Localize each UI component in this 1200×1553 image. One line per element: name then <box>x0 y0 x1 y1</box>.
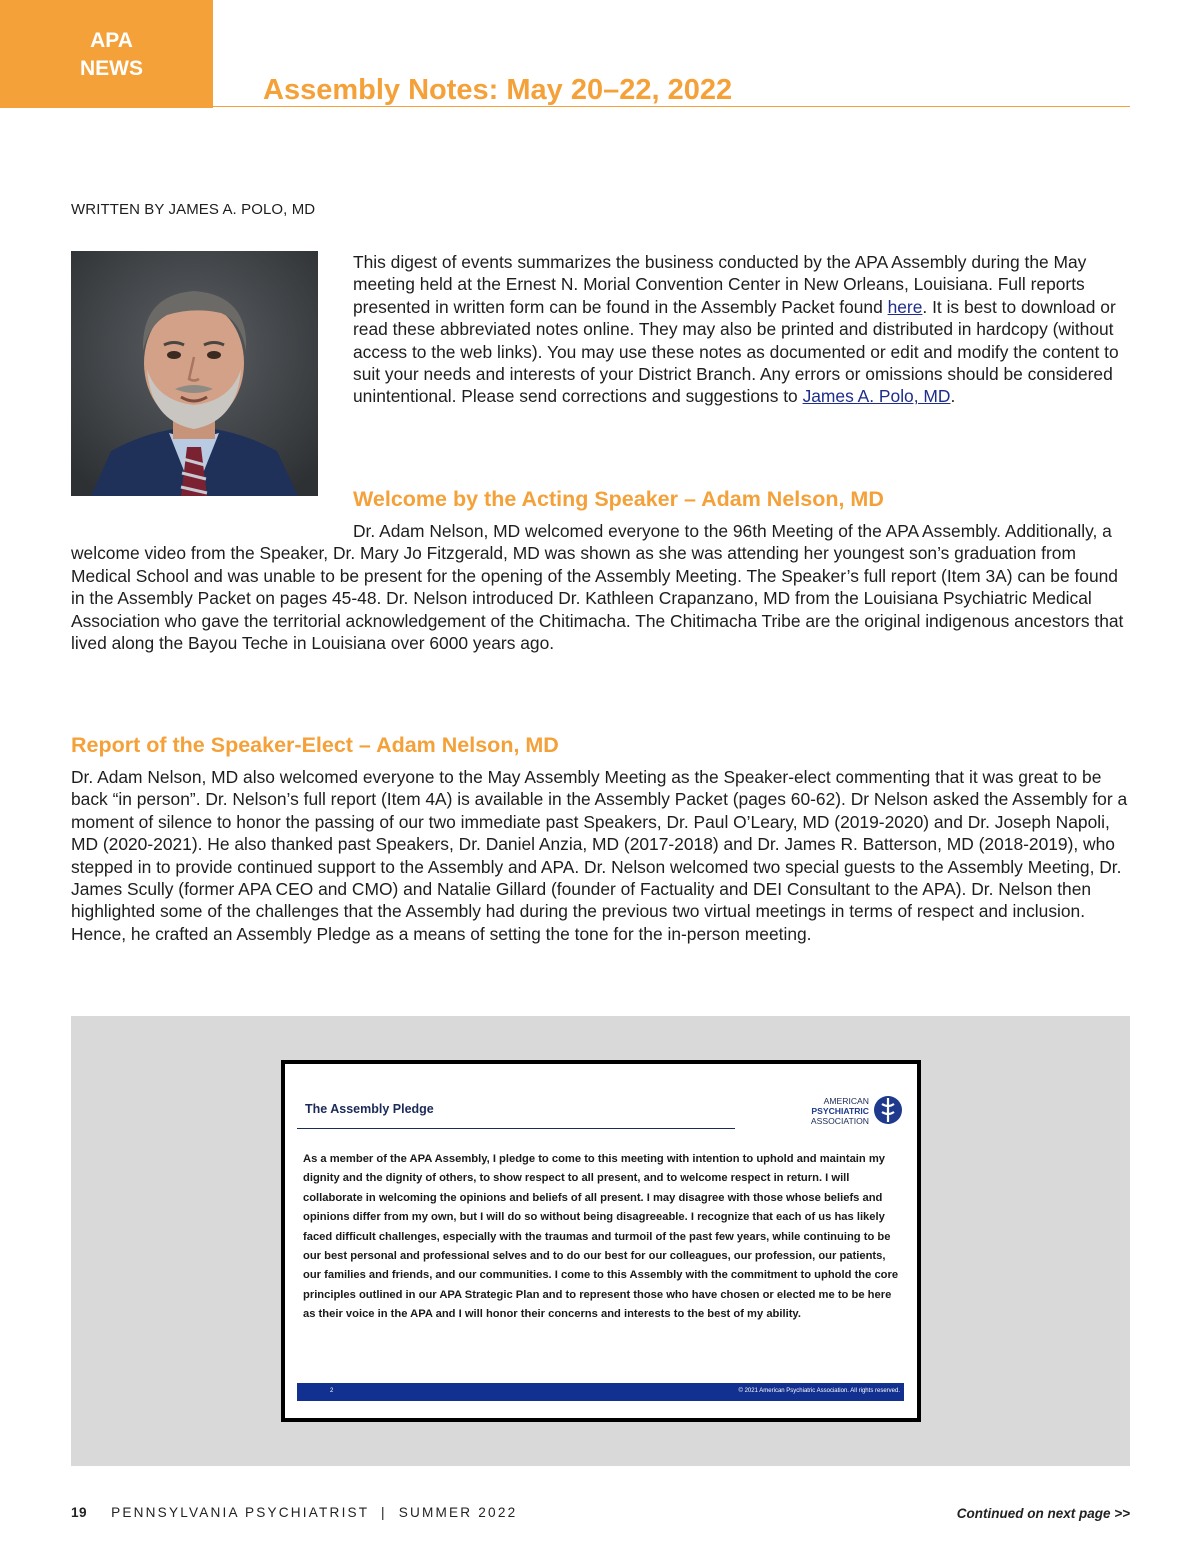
slide-title-divider <box>297 1128 735 1129</box>
slide-copyright: © 2021 American Psychiatric Association. All rights reserved. <box>738 1388 900 1394</box>
page-footer <box>71 1505 517 1520</box>
apa-emblem-icon <box>873 1092 903 1128</box>
assembly-packet-link[interactable]: here <box>887 296 923 317</box>
tab-line-news: NEWS <box>80 57 143 80</box>
slide-page-number: 2 <box>330 1388 334 1394</box>
slide-footer-bar <box>297 1383 904 1401</box>
apa-news-tab <box>0 0 213 108</box>
intro-paragraph <box>353 251 1133 408</box>
intro-text-1: This digest of events summarizes the business conducted by the APA Assembly during the May meeting held at the Ernest N. Morial Convention Center in New Orleans, Louisiana. Full reports presented in written form can be found in the Assembly Packet found <box>353 252 1087 317</box>
logo-line-american: AMERICAN <box>823 1096 869 1106</box>
tab-line-apa: APA <box>90 29 133 52</box>
logo-line-psychiatric: PSYCHIATRIC <box>811 1106 869 1116</box>
byline: WRITTEN BY JAMES A. POLO, MD <box>71 201 316 218</box>
author-email-link[interactable]: James A. Polo, MD <box>802 386 951 407</box>
author-photo <box>71 251 318 496</box>
apa-news-label <box>80 27 143 83</box>
pledge-text: As a member of the APA Assembly, I pledge to come to this meeting with intention to uphold and maintain my dignity and the dignity of others, to show respect to all present, and to welcome respect in return. I will collaborate in welcoming the opinions and beliefs of all present. I may disagree with those whose beliefs and opinions differ from my own, but I will do so without being disagreeable. I recognize that each of us has likely faced difficult challenges, especially with the traumas and turmoil of the past few years, while continuing to be our best personal and professional selves and to do our best for our colleagues, our profession, our patients, our families and friends, and our communities. I come to this Assembly with the commitment to uphold the core principles outlined in our APA Strategic Plan and to represent those who have chosen or elected me to be here as their voice in the APA and I will honor their concerns and interests to the best of my ability. <box>303 1153 899 1321</box>
section-heading-welcome: Welcome by the Acting Speaker – Adam Nelson, MD <box>353 487 884 511</box>
assembly-pledge-slide <box>281 1060 921 1422</box>
page-title: Assembly Notes: May 20–22, 2022 <box>263 74 733 106</box>
publication-name: PENNSYLVANIA PSYCHIATRIST | SUMMER 2022 <box>111 1505 518 1520</box>
intro-text-3: . <box>950 386 956 407</box>
continued-next-page[interactable]: Continued on next page >> <box>956 1506 1130 1521</box>
page-number: 19 <box>71 1505 88 1520</box>
section-heading-speaker-elect: Report of the Speaker-Elect – Adam Nelson, MD <box>71 733 559 757</box>
intro-text-2: . It is best to download or read these abbreviated notes online. They may also be printed and distributed in hardcopy (without access to the web links). You may use these notes as documented or edit and modify the content to suit your needs and interests of your District Branch. Any errors or omissions should be considered unintentional. Please send corrections and suggestions to <box>353 296 1119 407</box>
title-divider <box>213 106 1130 107</box>
slide-title: The Assembly Pledge <box>305 1102 434 1116</box>
section-body-welcome: Dr. Adam Nelson, MD welcomed everyone to the 96th Meeting of the APA Assembly. Additionally, a welcome video from the Speaker, Dr. Mary Jo Fitzgerald, MD was shown as she was attending her youngest son’s graduation from Medical School and was unable to be present for the opening of the Assembly Meeting. The Speaker’s full report (Item 3A) can be found in the Assembly Packet on pages 45-48. Dr. Nelson introduced Dr. Kathleen Crapanzano, MD from the Louisiana Psychiatric Medical Association who gave the territorial acknowledgement of the Chitimacha. The Chitimacha Tribe are the original indigenous ancestors that lived along the Bayou Teche in Louisiana over 6000 years ago. <box>71 521 1124 654</box>
apa-logo <box>793 1092 903 1132</box>
apa-logo-wordmark <box>793 1096 869 1126</box>
section-body-speaker-elect: Dr. Adam Nelson, MD also welcomed everyone to the May Assembly Meeting as the Speaker-elect commenting that it was great to be back “in person”. Dr. Nelson’s full report (Item 4A) is available in the Assembly Packet (pages 60-62). Dr Nelson asked the Assembly for a moment of silence to honor the passing of our two immediate past Speakers, Dr. Paul O’Leary, MD (2019-2020) and Dr. Joseph Napoli, MD (2020-2021). He also thanked past Speakers, Dr. Daniel Anzia, MD (2017-2018) and Dr. James R. Batterson, MD (2018-2019), who stepped in to provide continued support to the Assembly and APA. Dr. Nelson welcomed two special guests to the Assembly Meeting, Dr. James Scully (former APA CEO and CMO) and Natalie Gillard (founder of Factuality and DEI Consultant to the APA). Dr. Nelson then highlighted some of the challenges that the Assembly had during the previous two virtual meetings in terms of respect and inclusion. Hence, he crafted an Assembly Pledge as a means of setting the tone for the in-person meeting. <box>71 767 1128 944</box>
logo-line-association: ASSOCIATION <box>810 1116 869 1126</box>
